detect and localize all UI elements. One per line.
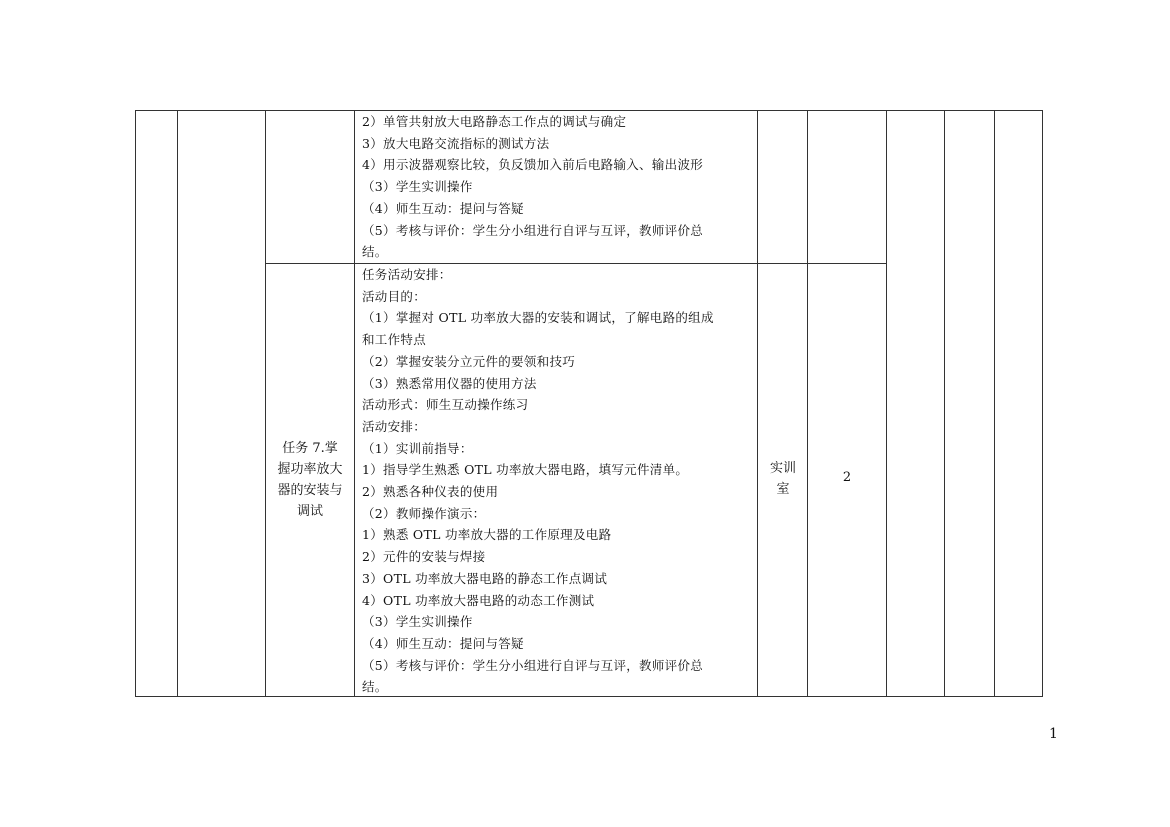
venue-cell [759, 458, 807, 500]
text-line: 2）元件的安装与焊接 [362, 549, 486, 565]
text-line: 3）放大电路交流指标的测试方法 [362, 135, 550, 151]
col-line [886, 110, 887, 697]
col-line [994, 110, 995, 697]
col-line [807, 110, 808, 697]
col-line [757, 110, 758, 697]
text-line: （5）考核与评价：学生分小组进行自评与互评，教师评价总 [362, 222, 704, 238]
col-line [177, 110, 178, 697]
text-line: 2）单管共射放大电路静态工作点的调试与确定 [362, 114, 627, 129]
text-line: 和工作特点 [362, 332, 427, 348]
page-number: 1 [1049, 726, 1058, 742]
row2-content [362, 264, 754, 698]
text-line: 4）用示波器观察比较，负反馈加入前后电路输入、输出波形 [362, 157, 704, 173]
text-line: （3）熟悉常用仪器的使用方法 [362, 375, 537, 391]
col-line [354, 110, 355, 697]
hours-cell: 2 [842, 470, 852, 485]
text-line: 3）OTL 功率放大器电路的静态工作点调试 [362, 570, 608, 586]
text-line: （3）学生实训操作 [362, 179, 473, 195]
text-line: 任务活动安排： [362, 267, 452, 282]
text-line: 1）指导学生熟悉 OTL 功率放大器电路，填写元件清单。 [362, 462, 689, 478]
text-line: （1）掌握对 OTL 功率放大器的安装和调试，了解电路的组成 [362, 310, 714, 326]
text-line: （1）实训前指导： [362, 440, 473, 456]
task-title-cell [268, 438, 352, 522]
col-line [265, 110, 266, 697]
text-line: 活动目的： [362, 288, 427, 304]
task-title-line: 器的安装与 [277, 483, 343, 498]
text-line: （2）教师操作演示： [362, 505, 486, 521]
text-line: 结。 [362, 679, 388, 695]
text-line: （4）师生互动：提问与答疑 [362, 200, 524, 216]
text-line: （4）师生互动：提问与答疑 [362, 635, 524, 651]
col-line [1042, 110, 1043, 697]
venue-line: 室 [776, 482, 790, 497]
text-line: 活动形式：师生互动操作练习 [362, 397, 529, 413]
venue-line: 实训 [769, 461, 796, 476]
text-line: 结。 [362, 244, 388, 260]
text-line: 2）熟悉各种仪表的使用 [362, 484, 499, 500]
text-line: （5）考核与评价：学生分小组进行自评与互评，教师评价总 [362, 657, 704, 673]
col-line [944, 110, 945, 697]
row1-content [362, 111, 754, 263]
text-line: （2）掌握安装分立元件的要领和技巧 [362, 353, 576, 369]
text-line: 活动安排： [362, 418, 427, 434]
text-line: （3）学生实训操作 [362, 614, 473, 630]
text-line: 4）OTL 功率放大器电路的动态工作测试 [362, 592, 595, 608]
task-title-line: 任务 7.掌 [282, 441, 338, 456]
text-line: 1）熟悉 OTL 功率放大器的工作原理及电路 [362, 527, 612, 543]
task-title-line: 调试 [296, 504, 323, 519]
task-title-line: 握功率放大 [277, 462, 343, 477]
col-line [135, 110, 136, 697]
